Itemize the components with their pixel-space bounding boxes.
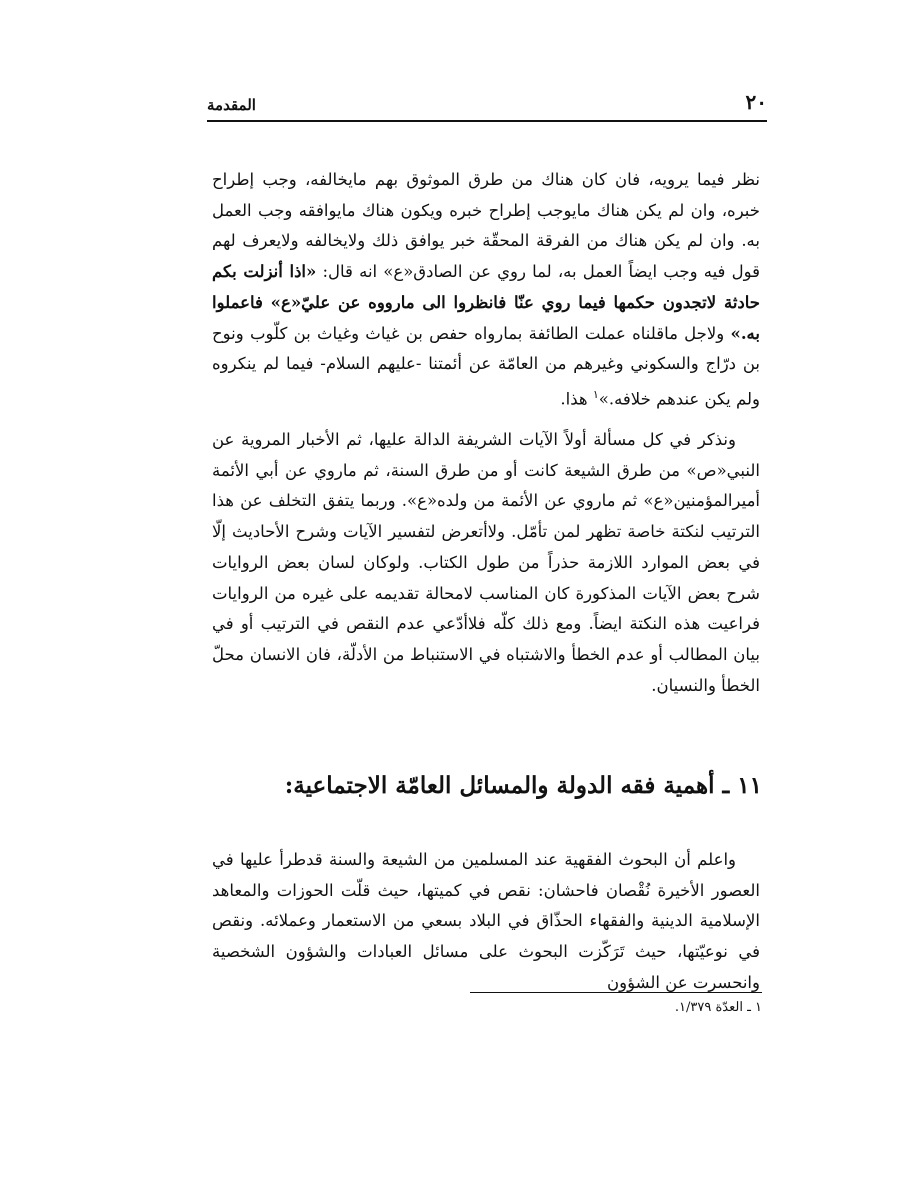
quoted-passage — [212, 165, 760, 415]
page-header — [207, 84, 767, 114]
header-rule — [207, 120, 767, 122]
running-title: المقدمة — [207, 96, 256, 114]
paragraph-importance: واعلم أن البحوث الفقهية عند المسلمين من الشيعة والسنة قدطرأ عليها في العصور الأخيرة نُقْصان فاحشان: نقص في كميتها، حيث قلّت الحوزات والمعاهد الإسلامية الدينية والفقهاء الحذّاق في البلاد بسعي من الاستعمار وعملائه. ونقص في نوعيّتها، حيث تَرَكّزت البحوث على مسائل العبادات والشؤون الشخصية وانحسرت عن الشؤون — [212, 850, 760, 992]
paragraph — [212, 165, 760, 415]
footnote: ١ ـ العدّة ١/٣٧٩. — [674, 1000, 762, 1015]
footnote-marker: ١ — [592, 387, 599, 401]
footnote-rule — [470, 992, 762, 993]
paragraph-method: ونذكر في كل مسألة أولاً الآيات الشريفة الدالة عليها، ثم الأخبار المروية عن النبي«ص» من طرق الشيعة كانت أو من طرق السنة، ثم ماروي عن أبي الأئمة أميرالمؤمنين«ع» ثم ماروي عن الأئمة من ولده«ع». وربما يتفق التخلف عن هذا الترتيب لنكتة خاصة تظهر لمن تأمّل. ولاأتعرض لتفسير الآيات وشرح الأحاديث إلّا في بعض الموارد اللازمة حذراً من طول الكتاب. ولوكان لسان بعض الروايات شرح بعض الآيات المذكورة كان المناسب لامحالة تقديمه على غيره من الروايات فراعيت هذه النكتة ايضاً. ومع ذلك كلّه فلاأدّعي عدم النقص في الترتيب أو في بيان المطالب أو عدم الخطأ والاشتباه في الاستنباط من الأدلّة، فان الانسان محلّ الخطأ والنسيان. — [212, 430, 760, 695]
hadith-quote: «اذا أنزلت بكم حادثة لاتجدون حكمها فيما روي عنّا فانظروا الى مارووه عن عليّ«ع» فاعملوا به.» — [212, 262, 760, 343]
text-line: هذا. — [560, 389, 588, 409]
text-line: نظر فيما يرويه، فان كان هناك من طرق الموثوق بهم مايخالفه، وجب إطراح خبره، — [212, 170, 760, 220]
section-body — [212, 845, 760, 999]
text-line: وان لم يكن هناك مايوجب إطراح خبره ويكون هناك مايوافقه وجب العمل به. — [212, 200, 760, 251]
body-paragraph — [212, 425, 760, 701]
section-heading: ١١ ـ أهمية فقه الدولة والمسائل العامّة الاجتماعية: — [284, 772, 762, 799]
text-line: وجب ايضاً العمل به، لما روي عن الصادق«ع» انه قال: — [322, 262, 698, 282]
text-line: وان لم يكن هناك من الفرقة المحقّة خبر يوافق ذلك ولايخالفه ولايعرف لهم قول فيه — [212, 231, 760, 282]
text-line: ولاجل ماقلناه عملت الطائفة بمارواه حفص بن غياث وغياث بن كلّوب ونوح بن درّاج والسكوني وغيرهم من العامّة عن أئمتنا -عليهم السلام- فيما لم ينكروه ولم يكن عندهم خلافه.» — [212, 323, 760, 409]
page-number: ٢٠ — [745, 90, 767, 114]
